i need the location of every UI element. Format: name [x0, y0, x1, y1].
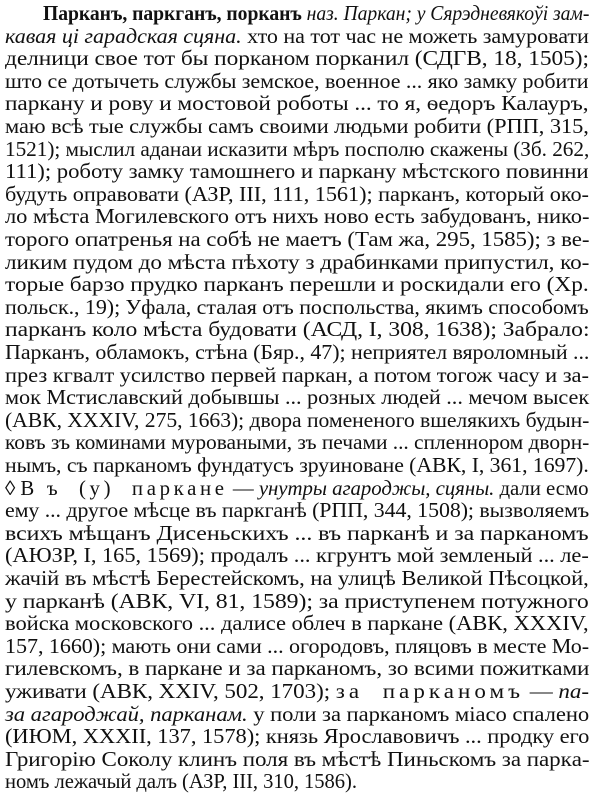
entry-text-segment: хто на тот час не можеть замуровати — [241, 25, 589, 48]
entry-text-segment: паркану и рову и мостовой роботы ... то я, ѳедоръ Калауръ, — [5, 93, 589, 116]
entry-text-segment: торые барзо прудко парканъ перешли и роскидали его (Хр. — [5, 274, 589, 297]
entry-text-segment: наз. Паркан; у Сярэдневякоўі зам- — [301, 3, 590, 25]
entry-text-segment: ликим пудом до мѣста пѣхоту з драбинками припустил, ко- — [5, 251, 590, 274]
entry-line — [5, 183, 589, 208]
entry-text-segment: у парканѣ (АВК, VI, 81, 1589); за приступенем потужного — [5, 590, 589, 613]
entry-line — [5, 590, 589, 615]
entry-text-segment: нымъ, съ парканомъ фундатусъ зруиноване (АВК, I, 361, 1697). — [5, 455, 589, 477]
entry-line — [5, 431, 589, 456]
entry-text-segment: Парканъ, паркганъ, порканъ — [43, 3, 302, 25]
entry-text-segment: маю всѣ тые службы самъ своими людьми робити (РПП, 315, — [5, 116, 589, 138]
entry-line — [5, 657, 589, 682]
entry-text-segment: (ИЮМ, XXXII, 137, 1578); князь Ярославовичъ ... продку его — [5, 726, 590, 749]
entry-line — [5, 680, 589, 705]
entry-line — [5, 25, 589, 50]
entry-line — [5, 725, 589, 750]
entry-line — [5, 318, 589, 343]
entry-text-segment: ◊ — [5, 477, 21, 500]
entry-line — [5, 635, 589, 660]
entry-line — [5, 70, 588, 95]
entry-line — [5, 47, 589, 72]
entry-text-segment: мок Мстиславский добывшы ... розных людей ... мечом высек — [5, 387, 590, 410]
entry-text-segment: 1521); мыслил аданаи исказити мѣръ посполю скажены (Зб. 262, — [5, 138, 590, 161]
entry-text-segment: унутры агароджы, сцяны. — [258, 477, 495, 500]
entry-text-segment: 157, 1660); мають они сами ... огородовъ, пляцовъ в месте Мо- — [5, 635, 590, 658]
entry-text-segment: па- — [558, 681, 589, 703]
entry-line — [5, 499, 589, 524]
entry-text-segment: дали есмо — [494, 477, 589, 500]
entry-line — [5, 454, 589, 479]
entry-line — [5, 703, 589, 728]
entry-text-segment: польск., 19); Уфала, сталая отъ поспольства, якимъ способомъ — [5, 296, 589, 319]
entry-text-segment: гилевскомъ, в паркане и за парканомъ, зо всими пожитками — [5, 658, 590, 681]
entry-line — [5, 748, 590, 773]
entry-text-segment: парканъ коло мѣста будовати (АСД, I, 308, 1638); Забрало: — [5, 319, 590, 342]
entry-line — [43, 2, 589, 27]
entry-line — [5, 477, 588, 502]
entry-text-segment: — — [524, 681, 559, 703]
entry-text-segment: всихъ мѣщанъ Дисеньскихъ ... въ парканѣ и за парканомъ — [5, 522, 589, 545]
entry-text-segment: (АВК, XXXIV, 275, 1663); двора помененого вшелякихъ будын- — [5, 409, 590, 432]
entry-text-segment: 111); роботу замку тамошнего и паркану мѣстского повинни — [5, 161, 589, 184]
entry-text-segment: Парканъ, обламокъ, стѣна (Бяр., 47); неприятел вяроломный ... — [5, 342, 590, 364]
entry-line — [5, 160, 589, 185]
entry-text-segment: будуть оправовати (АЗР, III, 111, 1561); парканъ, который око- — [5, 183, 589, 206]
entry-line — [5, 522, 589, 547]
entry-text-segment: жачій въ мѣстѣ Берестейскомъ, на улицѣ Великой Пѣсоцкой, — [5, 568, 589, 590]
entry-line — [5, 92, 588, 117]
entry-text-segment: уживати (АВК, XXIV, 502, 1703); — [5, 681, 336, 703]
entry-line — [5, 228, 589, 253]
entry-line — [5, 205, 589, 230]
entry-text-segment: ковъ зъ коминами муроваными, зъ печами ... спленнором дворн- — [5, 432, 590, 455]
entry-line — [5, 612, 589, 637]
entry-line — [5, 409, 589, 434]
entry-line — [5, 544, 589, 569]
entry-text-segment: кавая ці гарадская сцяна. — [5, 25, 242, 48]
entry-line — [5, 341, 589, 366]
entry-text-segment: Григорію Соколу клинъ поля въ мѣстѣ Пиньскомъ за паркa- — [5, 748, 590, 771]
entry-text-segment: за парканомъ — [335, 681, 525, 703]
entry-text-segment: ему ... другое мѣсце въ паркганѣ (РПП, 344, 1508); вызволяемъ — [5, 500, 590, 523]
entry-text-segment: за агароджай, парканам. — [5, 703, 248, 726]
entry-line — [5, 567, 589, 592]
entry-line — [5, 770, 357, 795]
entry-text-segment: делници свое тот бы порканом порканил (СДГВ, 18, 1505); — [5, 48, 589, 71]
entry-line — [5, 251, 589, 276]
entry-text-segment: номъ лежачый далъ (АЗР, III, 310, 1586). — [5, 771, 357, 794]
entry-text-segment: В ъ (у) паркане — [20, 477, 228, 500]
entry-line — [5, 273, 589, 298]
entry-text-segment: — — [227, 477, 259, 500]
entry-text-segment: што се дотычеть службы земское, военное ... яко замку робити — [5, 70, 589, 93]
entry-line — [5, 115, 589, 140]
entry-text-segment: торого опатренья на собѣ не маетъ (Там жа, 295, 1585); з ве- — [5, 229, 590, 251]
entry-text-segment: ло мѣста Могилевского отъ нихъ ново есть забудованъ, нико- — [5, 206, 590, 229]
entry-text-segment: у поли за парканомъ міасо спалено — [247, 703, 590, 726]
entry-line — [5, 138, 589, 163]
entry-text-segment: войска московского ... далисе облеч в паркане (АВК, XXXIV, — [5, 613, 589, 636]
entry-text-segment: (АЮЗР, I, 165, 1569); продалъ ... кгрунтъ мой земленый ... ле- — [5, 545, 589, 568]
entry-line — [5, 296, 589, 321]
entry-line — [5, 364, 589, 389]
entry-line — [5, 386, 589, 411]
entry-text-segment: през кгвалт усилство первей паркан, а потом тогож часу и за- — [5, 364, 589, 387]
